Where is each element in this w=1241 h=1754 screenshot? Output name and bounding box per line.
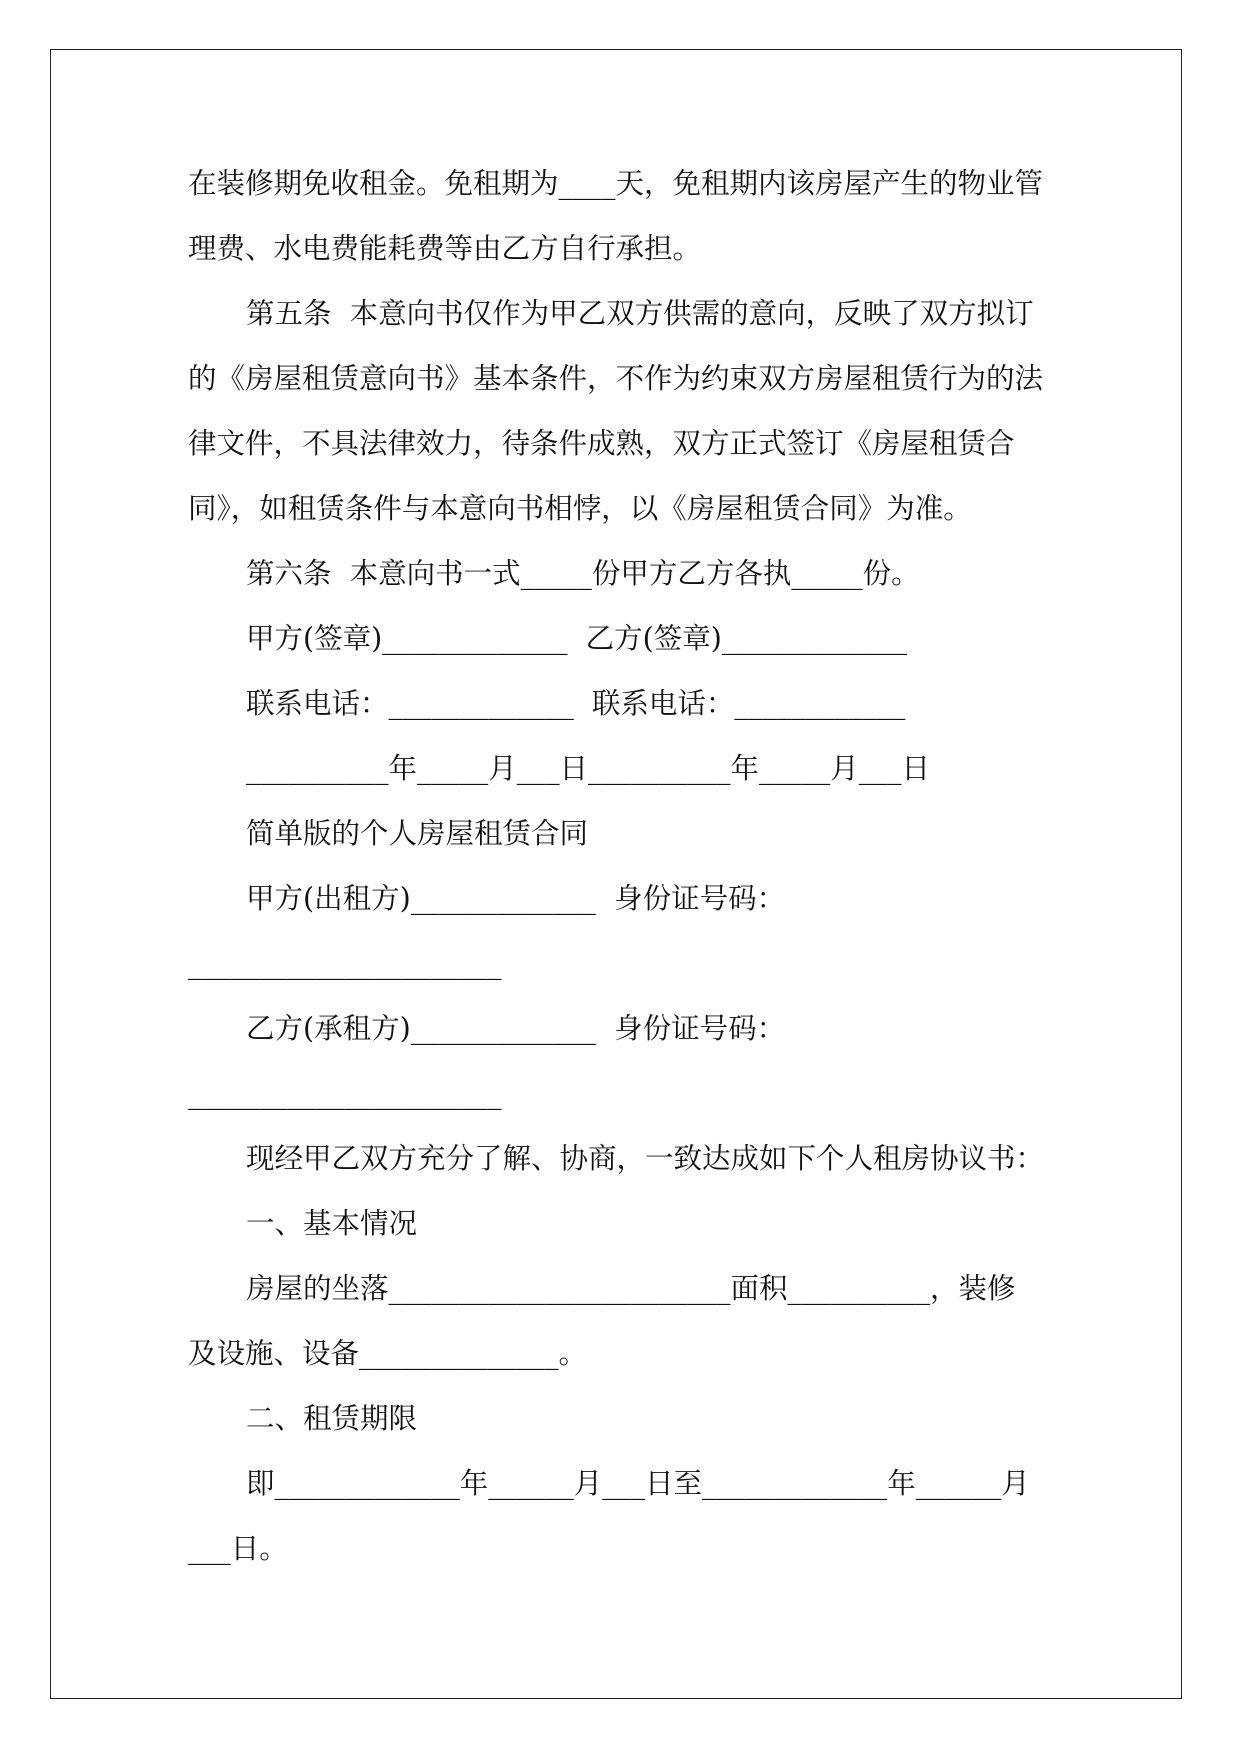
contact-phone-line: 联系电话：_____________ 联系电话：____________ <box>246 687 906 720</box>
paragraph-line: 的《房屋租赁意向书》基本条件，不作为约束双方房屋租赁行为的法 <box>188 362 1044 395</box>
paragraph-line: ___日。 <box>188 1532 288 1565</box>
property-location-line: 房屋的坐落________________________面积__________，装修 <box>246 1272 1016 1305</box>
paragraph-line: 律文件，不具法律效力，待条件成熟，双方正式签订《房屋租赁合 <box>188 427 1015 460</box>
id-number-blank: ______________________ <box>188 947 502 980</box>
party-b-line: 乙方(承租方)_____________ 身份证号码： <box>246 1012 786 1045</box>
lease-term-line: 即_____________年______月___日至_____________年______月 <box>246 1467 1030 1500</box>
paragraph-line: 及设施、设备______________。 <box>188 1337 588 1370</box>
paragraph-line: 在装修期免收租金。免租期为____天，免租期内该房屋产生的物业管 <box>188 167 1044 200</box>
party-a-line: 甲方(出租方)_____________ 身份证号码： <box>246 882 786 915</box>
agreement-intro: 现经甲乙双方充分了解、协商，一致达成如下个人租房协议书： <box>246 1142 1045 1175</box>
heading-lease-term: 二、租赁期限 <box>246 1402 418 1435</box>
heading-basic-info: 一、基本情况 <box>246 1207 418 1240</box>
article-six-line: 第六条 本意向书一式_____份甲方乙方各执_____份。 <box>246 557 920 590</box>
section-title: 简单版的个人房屋租赁合同 <box>246 817 589 850</box>
id-number-blank: ______________________ <box>188 1077 502 1110</box>
document-body <box>188 151 1058 1581</box>
article-five-line: 第五条 本意向书仅作为甲乙双方供需的意向，反映了双方拟订 <box>246 297 1034 330</box>
date-line: __________年_____月___日__________年_____月___日 <box>246 752 931 785</box>
paragraph-line: 理费、水电费能耗费等由乙方自行承担。 <box>188 232 702 265</box>
signature-line: 甲方(签章)_____________ 乙方(签章)_____________ <box>246 622 908 655</box>
paragraph-line: 同》，如租赁条件与本意向书相悖，以《房屋租赁合同》为准。 <box>188 492 972 525</box>
